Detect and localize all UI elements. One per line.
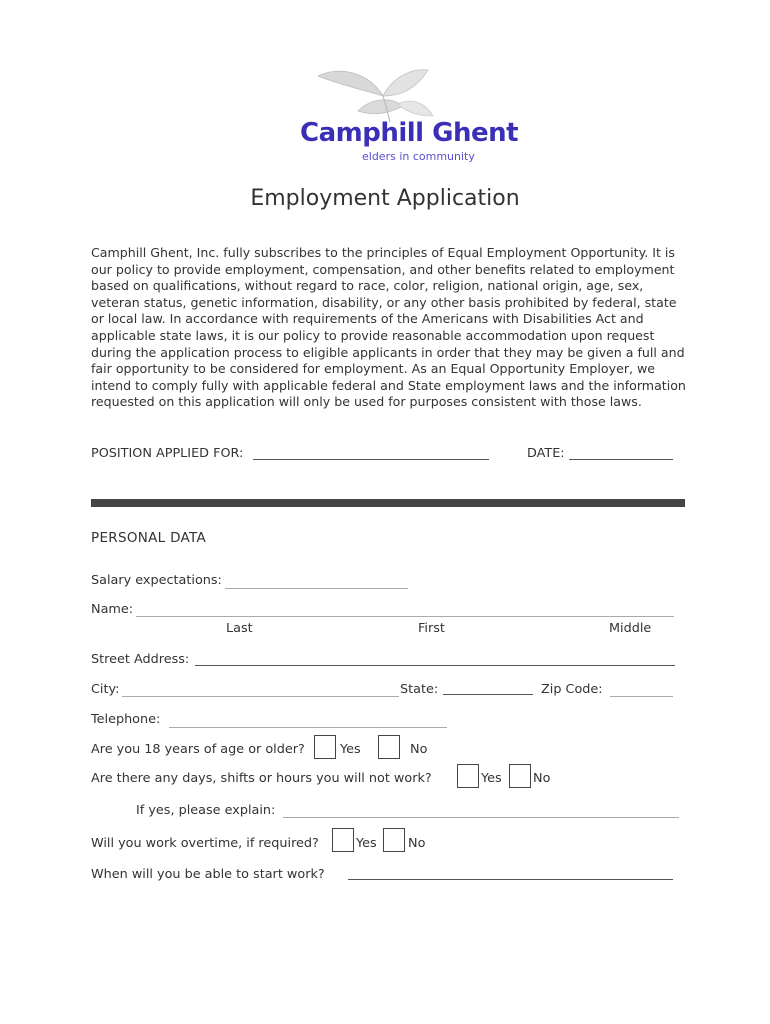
age-yes-label: Yes <box>340 742 361 757</box>
city-field[interactable] <box>122 696 399 697</box>
logo-tagline: elders in community <box>362 150 475 163</box>
name-label: Name: <box>91 602 134 617</box>
eeo-statement: Camphill Ghent, Inc. fully subscribes to the principles of Equal Employment Opportunity. It is our policy to provide employment, compensation, and other benefits related to employment based on qualifications, without regard to race, color, religion, national origin, age, sex, veteran status, genetic information, disability, or any other basis prohibited by federal, state or local law. In accordance with requirements of the Americans with Disabilities Act and applicable state laws, it is our policy to provide reasonable accommodation upon request during the application process to eligible applicants in order that they may be given a full and fair opportunity to be considered for employment. As an Equal Opportunity Employer, we intend to comply fully with applicable federal and State employment laws and the information requested on this application will only be used for purposes consistent with those laws. <box>91 245 686 410</box>
overtime-yes-label: Yes <box>356 836 377 851</box>
street-label: Street Address: <box>91 652 190 667</box>
date-field[interactable] <box>569 459 673 460</box>
name-first-caption: First <box>418 621 445 636</box>
zip-field[interactable] <box>610 696 673 697</box>
name-last-caption: Last <box>226 621 253 636</box>
date-label: DATE: <box>527 446 565 461</box>
logo-wordmark: Camphill Ghent <box>300 118 519 148</box>
position-field[interactable] <box>253 459 489 460</box>
overtime-no-checkbox[interactable] <box>383 828 405 852</box>
age-question: Are you 18 years of age or older? <box>91 742 305 757</box>
start-question: When will you be able to start work? <box>91 867 325 882</box>
days-yes-label: Yes <box>481 771 502 786</box>
explain-field[interactable] <box>283 817 679 818</box>
position-label: POSITION APPLIED FOR: <box>91 446 244 461</box>
name-field[interactable] <box>136 616 674 617</box>
telephone-label: Telephone: <box>91 712 161 727</box>
section-divider <box>91 499 685 507</box>
page-title: Employment Application <box>250 186 520 211</box>
days-no-checkbox[interactable] <box>509 764 531 788</box>
age-no-label: No <box>410 742 428 757</box>
explain-label: If yes, please explain: <box>136 803 276 818</box>
state-field[interactable] <box>443 694 533 695</box>
age-yes-checkbox[interactable] <box>314 735 336 759</box>
overtime-no-label: No <box>408 836 426 851</box>
start-field[interactable] <box>348 879 673 880</box>
salary-label: Salary expectations: <box>91 573 222 588</box>
days-no-label: No <box>533 771 551 786</box>
street-field[interactable] <box>195 665 675 666</box>
city-label: City: <box>91 682 120 697</box>
section-heading-personal-data: PERSONAL DATA <box>91 530 207 546</box>
days-question: Are there any days, shifts or hours you will not work? <box>91 771 432 786</box>
overtime-question: Will you work overtime, if required? <box>91 836 319 851</box>
name-middle-caption: Middle <box>609 621 652 636</box>
state-label: State: <box>400 682 439 697</box>
overtime-yes-checkbox[interactable] <box>332 828 354 852</box>
days-yes-checkbox[interactable] <box>457 764 479 788</box>
telephone-field[interactable] <box>169 727 447 728</box>
age-no-checkbox[interactable] <box>378 735 400 759</box>
zip-label: Zip Code: <box>541 682 603 697</box>
salary-field[interactable] <box>225 588 408 589</box>
